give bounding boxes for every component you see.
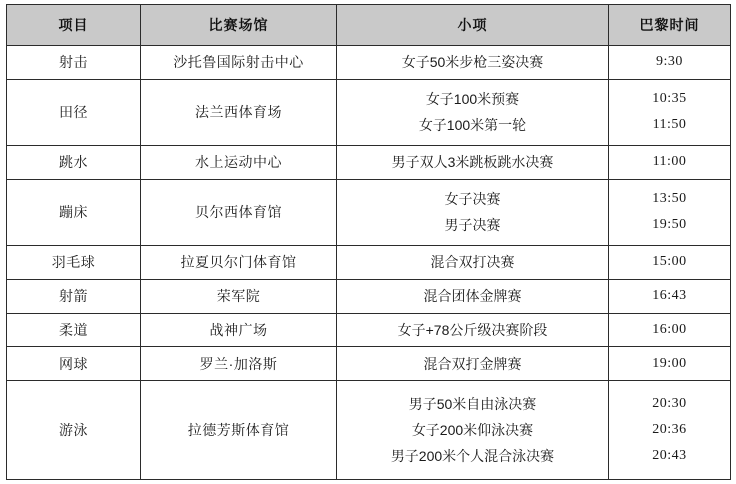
time-line: 20:36 — [652, 421, 687, 437]
table-row — [7, 347, 731, 381]
column-header-venue: 比赛场馆 — [141, 5, 337, 46]
cell-event — [337, 279, 609, 313]
time-line: 20:43 — [652, 448, 687, 464]
column-header-sport: 项目 — [7, 5, 141, 46]
cell-sport: 蹦床 — [7, 179, 141, 245]
cell-time — [609, 347, 731, 381]
table-row — [7, 179, 731, 245]
event-line: 女子50米步枪三姿决赛 — [401, 54, 544, 71]
event-line: 女子200米仰泳决赛 — [411, 421, 534, 438]
cell-venue: 战神广场 — [141, 313, 337, 347]
time-line: 20:30 — [652, 395, 687, 411]
cell-time — [609, 46, 731, 80]
cell-sport: 射击 — [7, 46, 141, 80]
table-body — [7, 46, 731, 480]
cell-time — [609, 381, 731, 480]
event-line: 女子100米第一轮 — [418, 117, 527, 134]
cell-time — [609, 79, 731, 145]
cell-venue: 贝尔西体育馆 — [141, 179, 337, 245]
cell-event — [337, 179, 609, 245]
cell-sport: 游泳 — [7, 381, 141, 480]
cell-venue: 水上运动中心 — [141, 146, 337, 180]
cell-event — [337, 313, 609, 347]
cell-venue: 拉夏贝尔门体育馆 — [141, 246, 337, 280]
cell-time — [609, 179, 731, 245]
olympic-schedule-table — [6, 4, 731, 480]
event-line: 混合双打决赛 — [430, 254, 515, 271]
time-line: 11:50 — [652, 117, 687, 133]
cell-venue: 沙托鲁国际射击中心 — [141, 46, 337, 80]
event-line: 女子决赛 — [444, 191, 501, 208]
event-line: 男子决赛 — [444, 217, 501, 234]
event-line: 女子+78公斤级决赛阶段 — [397, 321, 548, 338]
time-line: 16:43 — [652, 288, 687, 304]
time-line: 16:00 — [652, 321, 687, 337]
event-line: 混合团体金牌赛 — [423, 288, 522, 305]
time-line: 9:30 — [656, 54, 683, 70]
cell-venue: 拉德芳斯体育馆 — [141, 381, 337, 480]
cell-sport: 田径 — [7, 79, 141, 145]
table-row — [7, 79, 731, 145]
cell-venue: 法兰西体育场 — [141, 79, 337, 145]
table-row — [7, 46, 731, 80]
time-line: 13:50 — [652, 191, 687, 207]
cell-event — [337, 146, 609, 180]
event-line: 男子双人3米跳板跳水决赛 — [391, 154, 554, 171]
table-header — [7, 5, 731, 46]
cell-event — [337, 79, 609, 145]
cell-sport: 射箭 — [7, 279, 141, 313]
event-line: 女子100米预赛 — [425, 91, 520, 108]
cell-time — [609, 246, 731, 280]
table-row — [7, 146, 731, 180]
table-row — [7, 279, 731, 313]
cell-time — [609, 313, 731, 347]
event-line: 男子50米自由泳决赛 — [408, 395, 537, 412]
cell-venue: 罗兰·加洛斯 — [141, 347, 337, 381]
cell-event — [337, 381, 609, 480]
time-line: 11:00 — [652, 154, 687, 170]
cell-time — [609, 146, 731, 180]
cell-event — [337, 246, 609, 280]
cell-sport: 羽毛球 — [7, 246, 141, 280]
time-line: 19:50 — [652, 217, 687, 233]
cell-sport: 跳水 — [7, 146, 141, 180]
event-line: 男子200米个人混合泳决赛 — [390, 448, 555, 465]
time-line: 19:00 — [652, 355, 687, 371]
cell-time — [609, 279, 731, 313]
cell-event — [337, 46, 609, 80]
cell-venue: 荣军院 — [141, 279, 337, 313]
column-header-event: 小项 — [337, 5, 609, 46]
cell-sport: 网球 — [7, 347, 141, 381]
time-line: 10:35 — [652, 91, 687, 107]
table-row — [7, 246, 731, 280]
table-row — [7, 313, 731, 347]
table-row — [7, 381, 731, 480]
column-header-time: 巴黎时间 — [609, 5, 731, 46]
cell-sport: 柔道 — [7, 313, 141, 347]
time-line: 15:00 — [652, 254, 687, 270]
header-row — [7, 5, 731, 46]
cell-event — [337, 347, 609, 381]
event-line: 混合双打金牌赛 — [423, 355, 522, 372]
